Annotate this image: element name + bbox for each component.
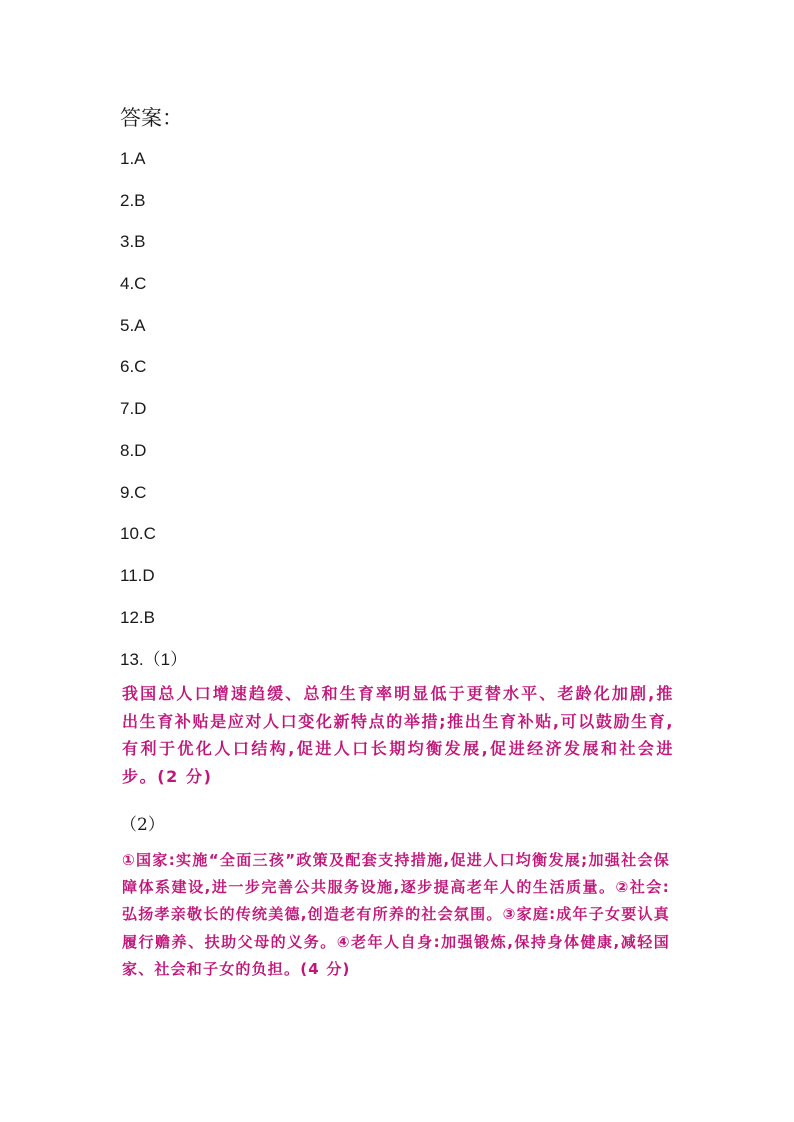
answer-item-8: 8.D [120,440,147,460]
answers-heading: 答案： [120,106,183,130]
answer-item-10: 10.C [120,524,156,544]
answer-item-6: 6.C [120,357,147,377]
answer-item-9: 9.C [120,482,147,502]
answer-item-2: 2.B [120,190,146,210]
answer-item-3: 3.B [120,232,146,252]
answer-item-4: 4.C [120,274,147,294]
answer-item-7: 7.D [120,399,147,419]
question-13-part-2-label: （2） [120,815,165,835]
answer-item-5: 5.A [120,315,146,335]
answer-item-12: 12.B [120,607,155,627]
question-13-label: 13.（1） [120,650,188,669]
answer-item-1: 1.A [120,149,146,168]
answer-list [120,147,156,647]
question-13-part-2-answer: ①国家:实施“全面三孩”政策及配套支持措施,促进人口均衡发展;加强社会保障体系建设,进一步完善公共服务设施,逐步提高老年人的生活质量。②社会:弘扬孝亲敬长的传统美德,创造老有所养的社会氛围。③家庭:成年子女要认真履行赡养、扶助父母的义务。④老年人自身:加强锻炼,保持身体健康,减轻国家、社会和子女的负担。(4 分) [122,851,670,978]
question-13-part-1-answer: 我国总人口增速趋缓、总和生育率明显低于更替水平、老龄化加剧,推出生育补贴是应对人口变化新特点的举措;推出生育补贴,可以鼓励生育,有利于优化人口结构,促进人口长期均衡发展,促进经济发展和社会进步。(2 分) [122,684,674,786]
answer-item-11: 11.D [120,565,155,585]
